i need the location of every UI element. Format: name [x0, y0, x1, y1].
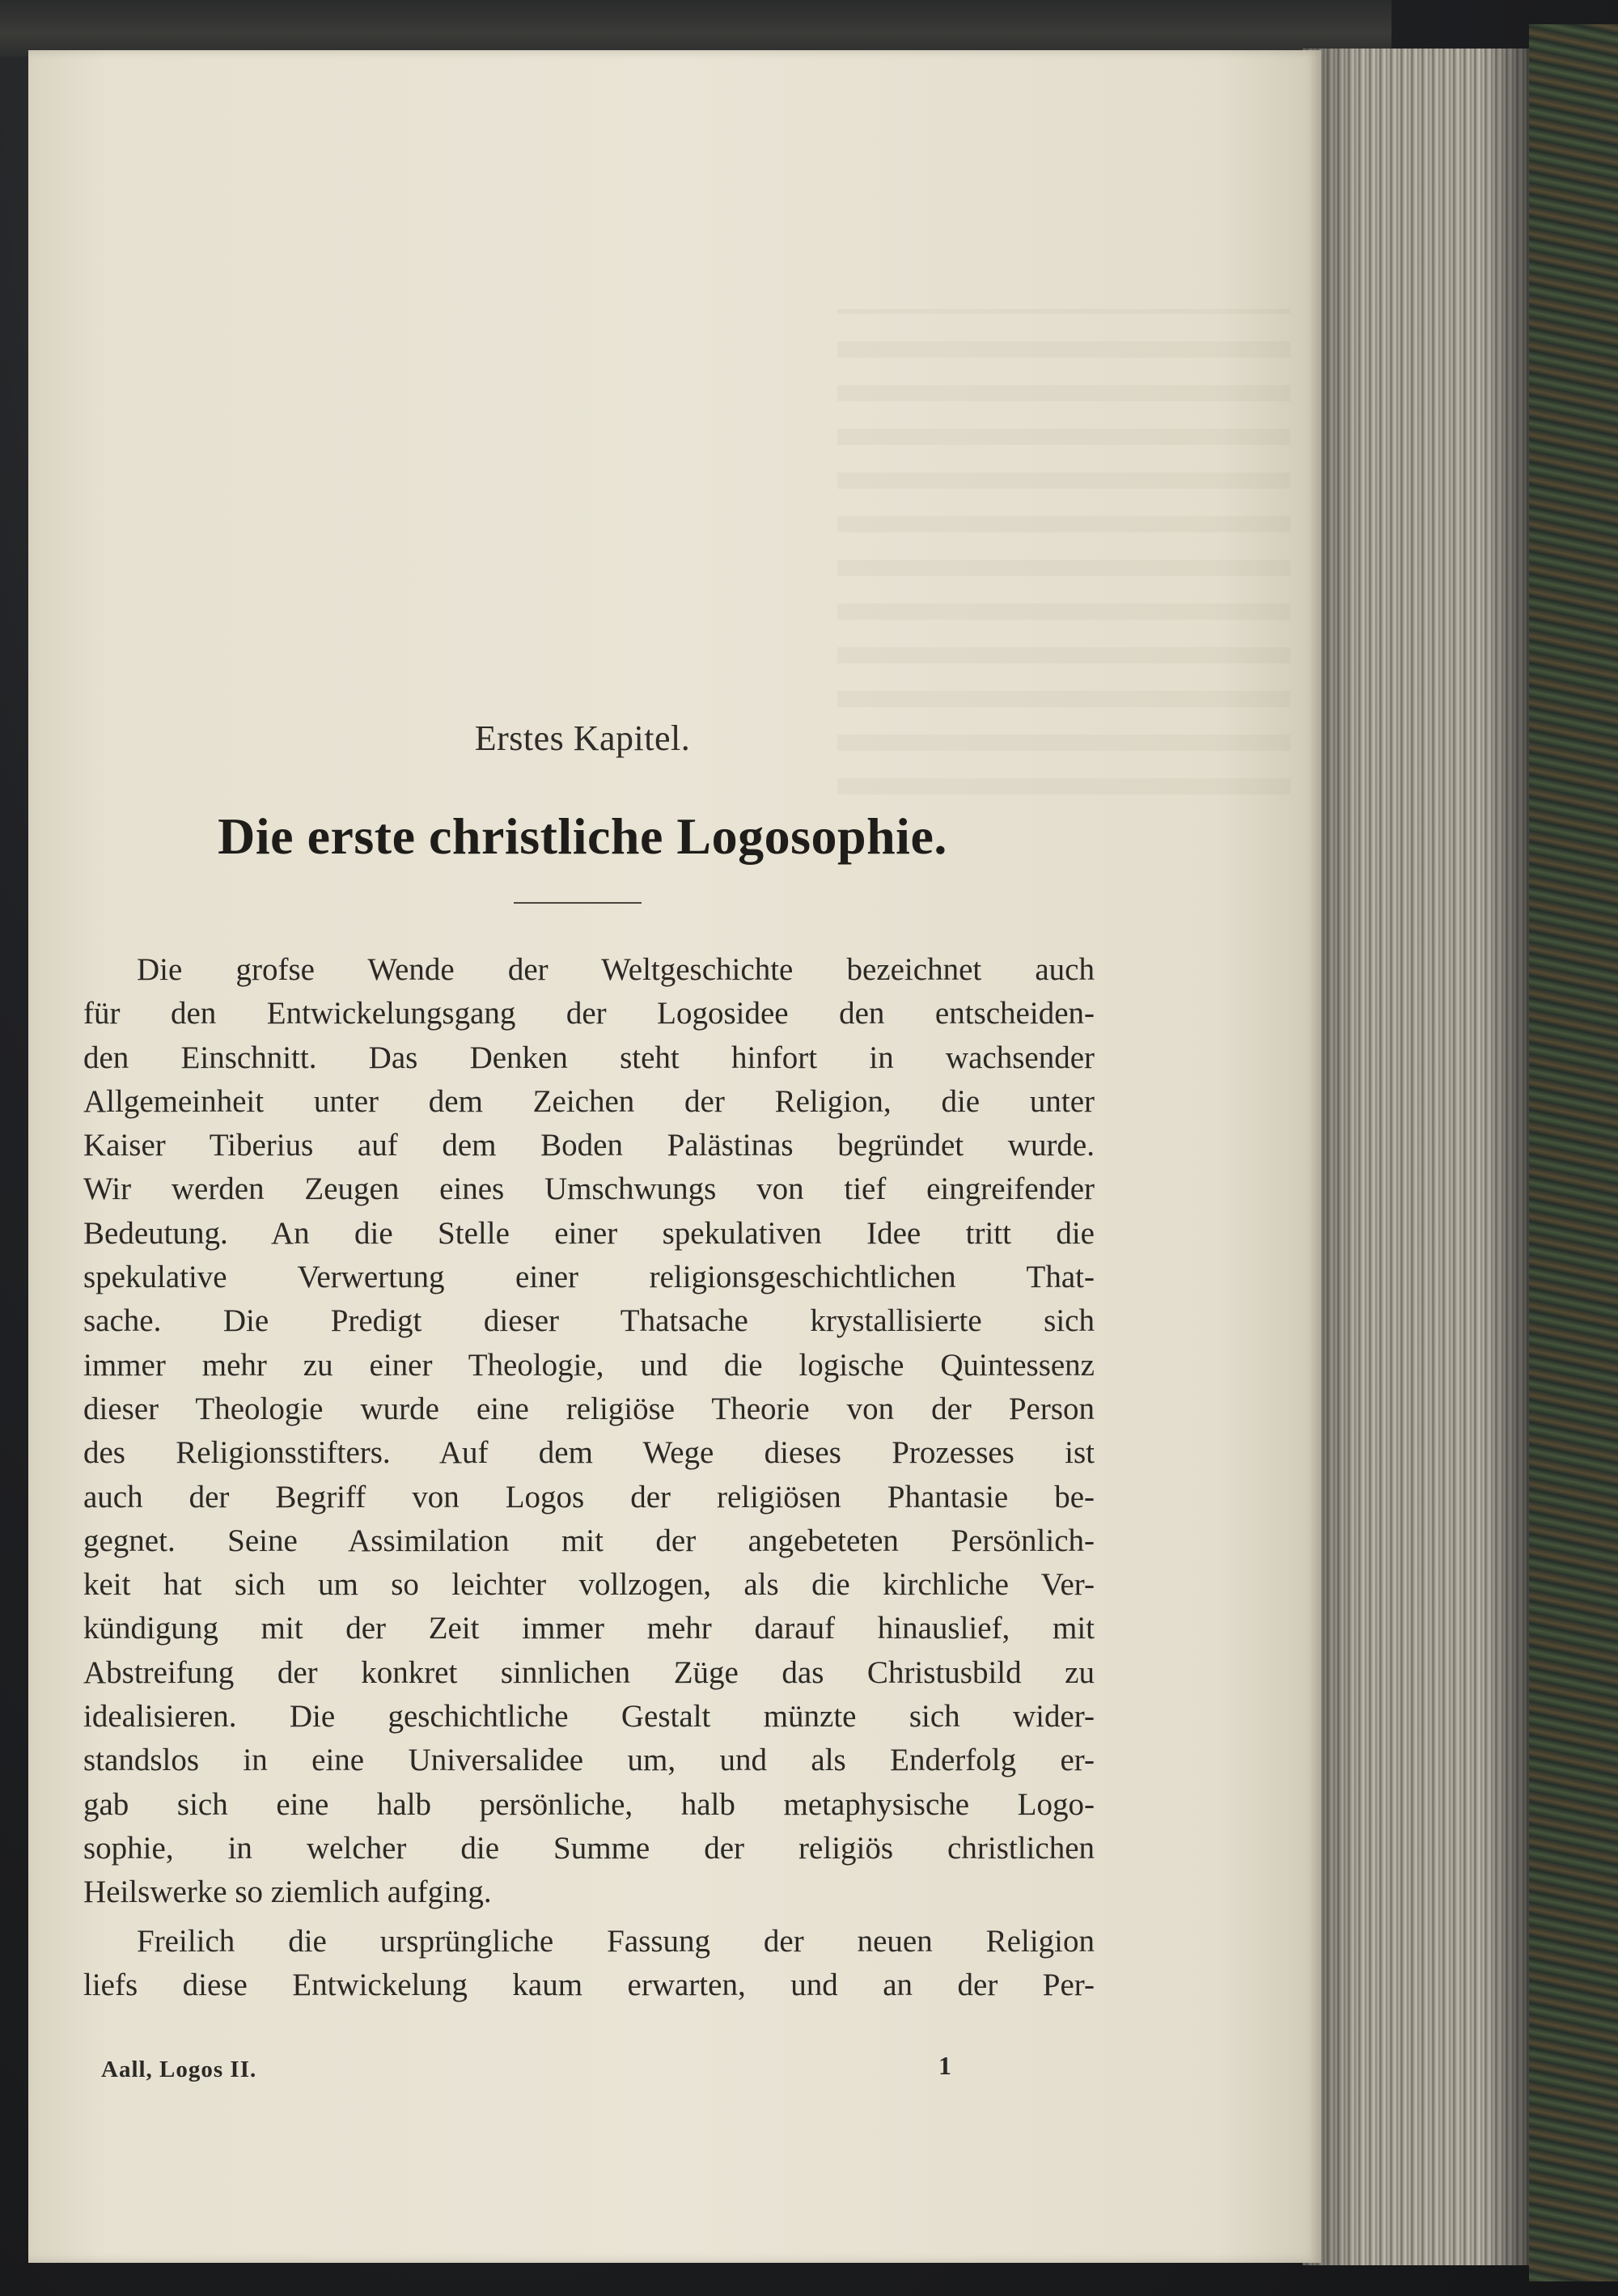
signature-mark: Aall, Logos II.	[101, 2057, 257, 2082]
text-line: immer mehr zu einer Theologie, und die logische Quintessenz	[83, 1347, 1095, 1383]
marbled-edge	[1529, 24, 1618, 2281]
page-number: 1	[938, 2051, 951, 2080]
page-text	[28, 50, 1321, 2263]
text-line: Bedeutung. An die Stelle einer spekulativen Idee tritt die	[83, 1215, 1095, 1251]
text-line: für den Entwickelungsgang der Logosidee den entscheiden-	[83, 996, 1095, 1032]
text-line: sache. Die Predigt dieser Thatsache krystallisierte sich	[83, 1303, 1095, 1339]
text-line: Allgemeinheit unter dem Zeichen der Religion, die unter	[83, 1083, 1095, 1119]
chapter-title: Die erste christliche Logosophie.	[218, 807, 947, 865]
text-line: des Religionsstifters. Auf dem Wege dieses Prozesses ist	[83, 1435, 1095, 1471]
text-line: kündigung mit der Zeit immer mehr darauf hinauslief, mit	[83, 1611, 1095, 1646]
text-line: dieser Theologie wurde eine religiöse Theorie von der Person	[83, 1391, 1095, 1426]
page-block-shadow	[1302, 49, 1529, 2265]
paragraph-1	[83, 948, 1095, 1915]
text-line: idealisieren. Die geschichtliche Gestalt münzte sich wider-	[83, 1699, 1095, 1735]
book-page	[28, 50, 1321, 2263]
text-line: Kaiser Tiberius auf dem Boden Palästinas begründet wurde.	[83, 1128, 1095, 1163]
text-line: Die grofse Wende der Weltgeschichte bezeichnet auch	[137, 952, 1095, 987]
text-line: Heilswerke so ziemlich aufging.	[83, 1875, 492, 1910]
text-line: gegnet. Seine Assimilation mit der angebeteten Persönlich-	[83, 1523, 1095, 1558]
text-line: Freilich die ursprüngliche Fassung der neuen Religion	[137, 1923, 1095, 1959]
title-divider	[514, 902, 642, 904]
text-line: standslos in eine Universalidee um, und als Enderfolg er-	[83, 1743, 1095, 1778]
text-line: liefs diese Entwickelung kaum erwarten, und an der Per-	[83, 1967, 1095, 2002]
text-line: keit hat sich um so leichter vollzogen, als die kirchliche Ver-	[83, 1567, 1095, 1603]
text-line: gab sich eine halb persönliche, halb metaphysische Logo-	[83, 1786, 1095, 1822]
text-line: sophie, in welcher die Summe der religiös christlichen	[83, 1830, 1095, 1866]
body-text	[83, 948, 1095, 2007]
text-line: spekulative Verwertung einer religionsgeschichtlichen That-	[83, 1260, 1095, 1295]
cover-top-edge	[0, 0, 1391, 57]
text-line: Abstreifung der konkret sinnlichen Züge das Christusbild zu	[83, 1654, 1095, 1690]
paragraph-2	[83, 1920, 1095, 2008]
text-line: Wir werden Zeugen eines Umschwungs von tief eingreifender	[83, 1171, 1095, 1207]
text-line: den Einschnitt. Das Denken steht hinfort in wachsender	[83, 1040, 1095, 1075]
text-line: auch der Begriff von Logos der religiösen Phantasie be-	[83, 1479, 1095, 1514]
chapter-label: Erstes Kapitel.	[474, 718, 691, 758]
